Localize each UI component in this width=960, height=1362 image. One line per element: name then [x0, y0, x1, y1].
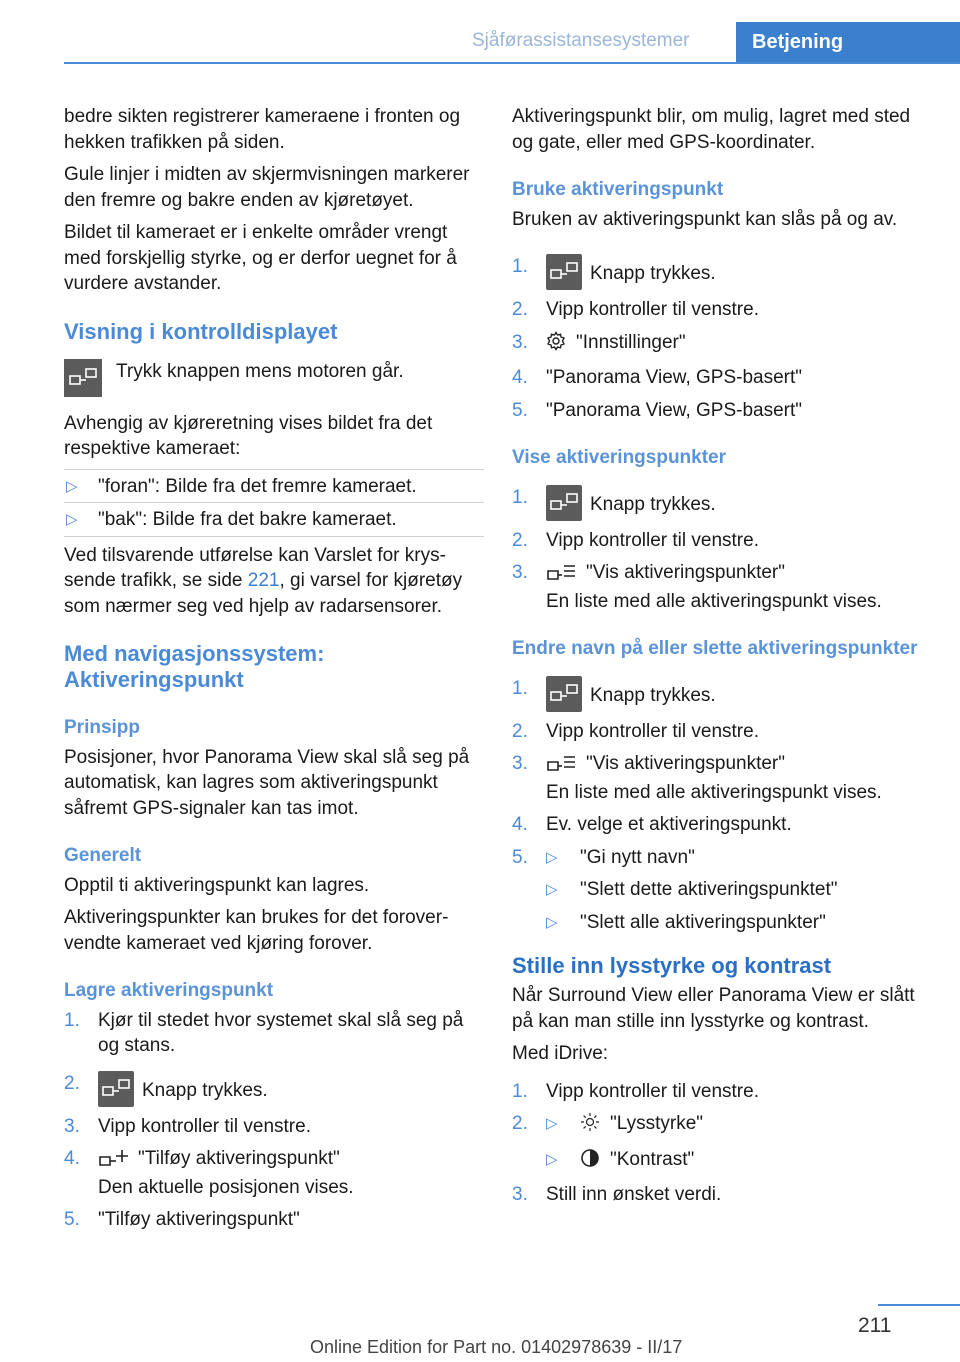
list-item: 5. "Tilføy aktiveringspunkt": [64, 1209, 300, 1230]
list-item: 4. "Tilføy aktiveringspunkt" Den aktuelle posisjonen vises.: [64, 1148, 354, 1198]
list-item: 2. Knapp trykkes.: [64, 1071, 484, 1107]
list-item: 3. "Innstillinger": [512, 330, 932, 359]
heading-generelt: Generelt: [64, 845, 142, 866]
heading-bruke: Bruke aktiveringspunkt: [512, 179, 724, 200]
gear-icon: [546, 331, 566, 359]
list-item: 2. Vipp kontroller til venstre.: [512, 720, 759, 742]
camera-button-icon: [546, 254, 582, 290]
paragraph: Når Surround View eller Panorama View er slått på kan man stille inn lysstyrke og kontrast.: [512, 985, 915, 1032]
footer-edition: Online Edition for Part no. 01402978639 - II/17: [310, 1337, 683, 1357]
add-waypoint-icon: [98, 1149, 128, 1175]
paragraph: Bildet til kameraet er i enkelte områder vrengt med forskjellig styrke, og er derfor uegnet for å vurdere avstander.: [64, 222, 457, 294]
list-item: 5. ▷ "Gi nytt navn" ▷ "Slett dette aktiveringspunktet" ▷ "Slett alle aktiveringspunkter": [512, 845, 932, 936]
list-item: 1. Kjør til stedet hvor systemet skal slå seg på og stans.: [64, 1009, 464, 1056]
list-item: 3. Vipp kontroller til venstre.: [64, 1115, 311, 1137]
list-item: 2. ▷ "Lysstyrke" ▷ "Kontrast": [512, 1111, 932, 1175]
heading-vise: Vise aktiveringspunkter: [512, 447, 727, 468]
list-item: 2. Vipp kontroller til venstre.: [512, 529, 759, 551]
list-item: 1. Knapp trykkes.: [512, 254, 932, 290]
list-item: 1. Knapp trykkes.: [512, 676, 932, 712]
steps-endre: [512, 676, 932, 936]
camera-button-icon: [64, 359, 102, 397]
paragraph: Med iDrive:: [512, 1043, 609, 1064]
list-item: 3. "Vis aktiveringspunkter" En liste med alle aktiveringspunkt vises.: [512, 562, 882, 612]
steps-stille: [512, 1079, 932, 1208]
triangle-bullet-icon: ▷: [546, 881, 558, 898]
sub-item: ▷ "Slett dette aktiveringspunktet": [546, 877, 932, 903]
paragraph: bedre sikten registrerer kameraene i fronten og hekken trafikken på siden.: [64, 106, 461, 153]
list-item: 1. Vipp kontroller til venstre.: [512, 1080, 759, 1102]
camera-button-icon: [98, 1071, 134, 1107]
camera-button-icon: [546, 485, 582, 521]
list-item: 1. Knapp trykkes.: [512, 485, 932, 521]
paragraph: Opptil ti aktiveringspunkt kan lagres.: [64, 874, 370, 896]
sub-item: ▷ "Gi nytt navn": [546, 845, 932, 871]
footer-rule: [878, 1304, 960, 1306]
heading-stille: Stille inn lysstyrke og kontrast: [512, 953, 832, 978]
paragraph: Bruken av aktiveringspunkt kan slås på og av.: [512, 208, 898, 230]
triangle-bullet-icon: ▷: [546, 848, 558, 866]
list-item: ▷ "bak": Bilde fra det bakre kameraet.: [64, 502, 484, 537]
steps-vise: [512, 485, 932, 615]
paragraph: Avhengig av kjøreretning vises bildet fra det respektive kameraet:: [64, 412, 433, 459]
left-column: [64, 104, 484, 1240]
sub-item: ▷ "Kontrast": [546, 1147, 932, 1176]
header-chapter-tab: Betjening: [736, 22, 960, 64]
camera-button-icon: [546, 676, 582, 712]
page-number: 211: [858, 1314, 892, 1337]
heading-visning: Visning i kontrolldisplayet: [64, 318, 338, 344]
heading-endre: Endre navn på eller slette aktiveringspunkter: [512, 638, 918, 659]
heading-prinsipp: Prinsipp: [64, 717, 141, 738]
triangle-bullet-icon: ▷: [546, 1115, 558, 1132]
triangle-bullet-icon: ▷: [546, 1150, 558, 1168]
brightness-icon: [580, 1112, 600, 1140]
triangle-bullet-icon: ▷: [546, 913, 558, 931]
heading-lagre: Lagre aktiveringspunkt: [64, 980, 274, 1001]
steps-lagre: [64, 1008, 484, 1233]
paragraph: Ved tilsvarende utførelse kan Varslet for kryssende trafikk, se side 221, gi varsel for kjøretøy som nærmer seg ved hjelp av radarsensorer.: [64, 544, 463, 617]
press-button-row: [64, 359, 484, 397]
steps-bruke: [512, 254, 932, 423]
paragraph: Aktiveringspunkt blir, om mulig, lagret med sted og gate, eller med GPS-koordinater.: [512, 106, 911, 153]
press-text: Trykk knappen mens motoren går.: [116, 360, 404, 382]
paragraph: Gule linjer i midten av skjermvisningen markerer den fremre og bakre enden av kjøretøyet.: [64, 164, 470, 211]
paragraph: Posisjoner, hvor Panorama View skal slå seg på automatisk, kan lagres som aktiveringspunkt såfremt GPS-signaler kan tas imot.: [64, 746, 470, 819]
header-section-title: Sjåførassistansesystemer: [472, 30, 690, 51]
list-item: ▷ "foran": Bilde fra det fremre kameraet.: [64, 469, 484, 503]
sub-item: ▷ "Lysstyrke": [546, 1111, 932, 1140]
header-rule: [64, 62, 960, 64]
waypoint-list-icon: [546, 563, 576, 589]
list-item: 4. "Panorama View, GPS-basert": [512, 367, 803, 388]
bullet-list: [64, 469, 484, 537]
triangle-bullet-icon: ▷: [66, 511, 78, 528]
waypoint-list-icon: [546, 754, 576, 780]
triangle-bullet-icon: ▷: [66, 477, 78, 495]
list-item: 3. "Vis aktiveringspunkter" En liste med alle aktiveringspunkt vises.: [512, 753, 882, 803]
sub-item: ▷ "Slett alle aktiveringspunkter": [546, 910, 932, 936]
list-item: 4. Ev. velge et aktiveringspunkt.: [512, 814, 792, 835]
list-item: 2. Vipp kontroller til venstre.: [512, 299, 759, 320]
list-item: 3. Still inn ønsket verdi.: [512, 1184, 722, 1205]
right-column: [512, 104, 932, 1215]
page-link-221[interactable]: 221: [247, 570, 280, 591]
list-item: 5. "Panorama View, GPS-basert": [512, 399, 803, 421]
heading-navigation: Med navigasjonssystem: Aktiveringspunkt: [64, 641, 325, 692]
paragraph: Aktiveringspunkter kan brukes for det forovervendte kameraet ved kjøring forover.: [64, 907, 449, 954]
contrast-icon: [580, 1148, 600, 1176]
